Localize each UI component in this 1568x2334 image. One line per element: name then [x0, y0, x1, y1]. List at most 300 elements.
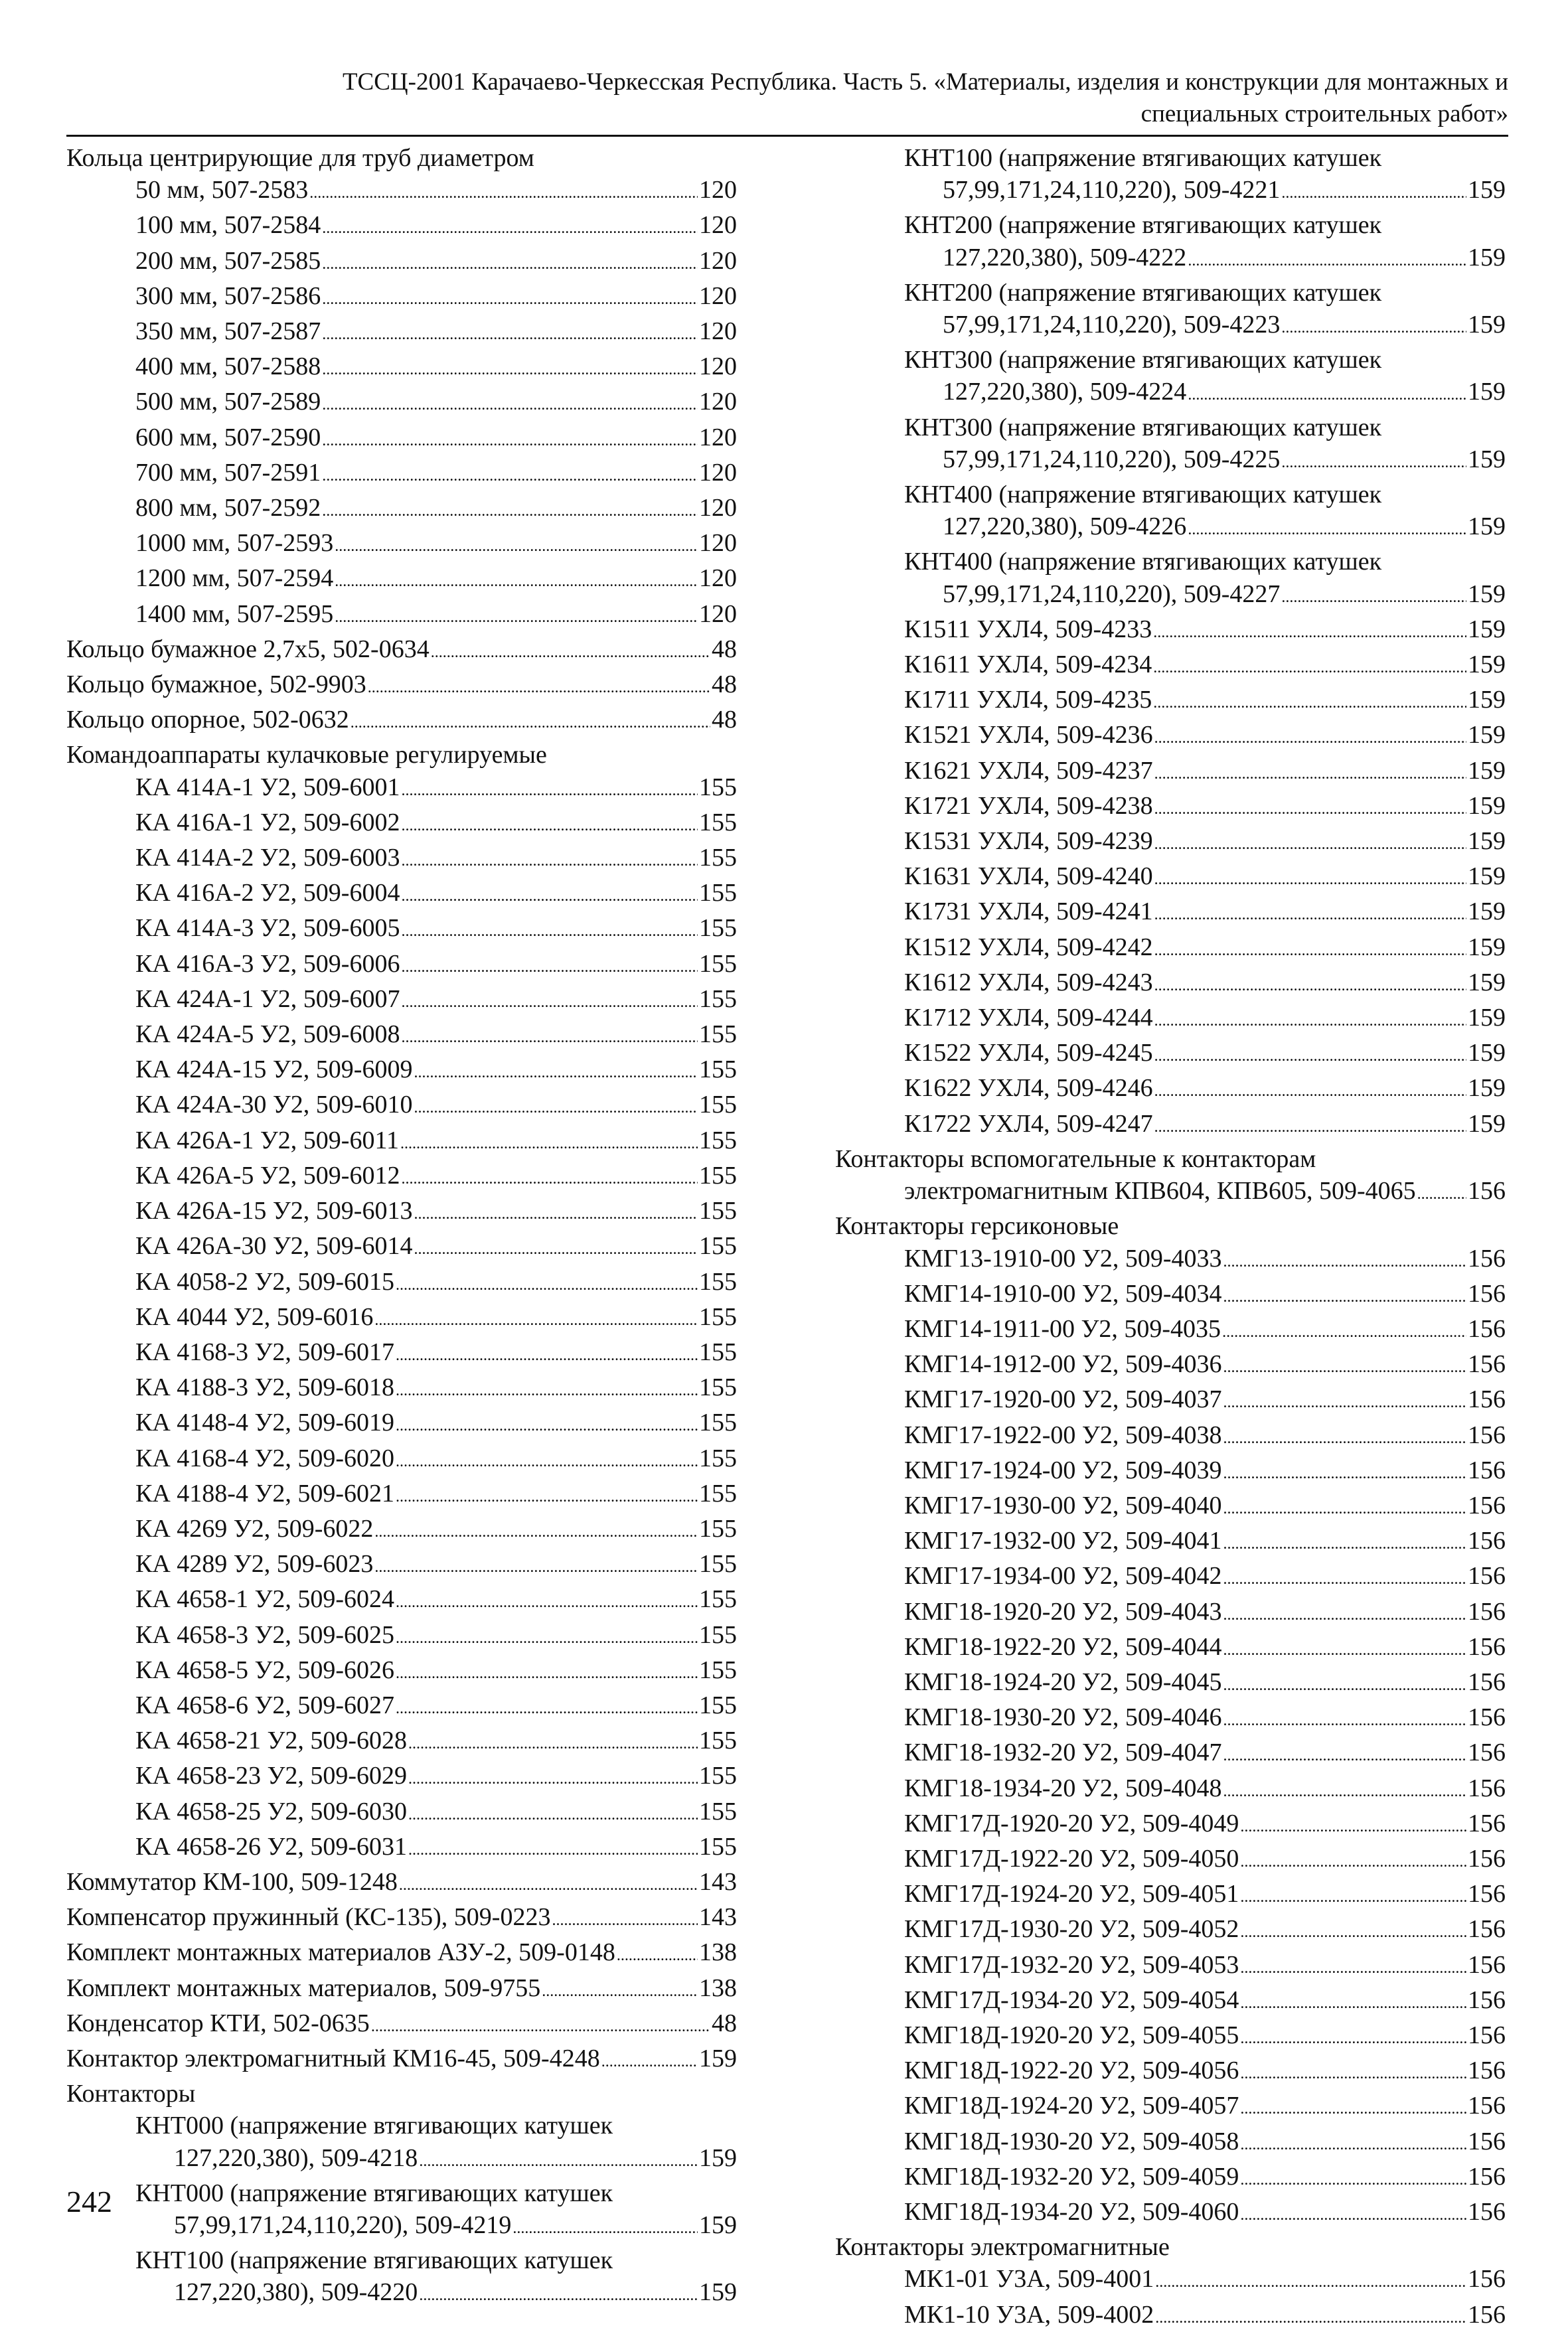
- entry-text: 300 мм, 507-2586: [135, 281, 321, 310]
- entry-text: МК1-10 У3А, 509-4002: [904, 2300, 1154, 2329]
- entry-text: КМГ18-1922-20 У2, 509-4044: [904, 1632, 1222, 1661]
- entry-page-number: 156: [1468, 1350, 1506, 1379]
- entry-page-number: 156: [1468, 1527, 1506, 1555]
- dot-leader: [408, 1831, 698, 1866]
- index-entry: [66, 2007, 737, 2043]
- dot-leader: [1222, 1313, 1466, 1348]
- index-entry: [66, 1195, 737, 1230]
- dot-leader: [1155, 2299, 1466, 2334]
- entry-text: КНТ000 (напряжение втягивающих катушек: [135, 2179, 613, 2207]
- dot-leader: [368, 668, 710, 704]
- entry-page-number: 155: [699, 1727, 737, 1755]
- entry-text: КА 426А-15 У2, 509-6013: [135, 1197, 413, 1225]
- entry-page-number: 155: [699, 844, 737, 872]
- dot-leader: [1223, 1737, 1466, 1772]
- index-entry: [66, 1018, 737, 1053]
- entry-text: КА 4658-25 У2, 509-6030: [135, 1797, 408, 1826]
- dot-leader: [396, 1266, 698, 1301]
- index-entry: [66, 209, 737, 244]
- index-entry: [66, 1901, 737, 1936]
- dot-leader: [1223, 1490, 1466, 1525]
- entry-page-number: 156: [1468, 1880, 1506, 1908]
- entry-page-number: 159: [1468, 1004, 1506, 1032]
- entry-page-number: 159: [1468, 512, 1506, 541]
- index-entry: [66, 983, 737, 1018]
- entry-page-number: 159: [1468, 756, 1506, 785]
- index-entry: [66, 1760, 737, 1795]
- index-entry: [835, 1454, 1506, 1490]
- entry-page-number: 155: [699, 1091, 737, 1119]
- index-entry: [835, 443, 1506, 479]
- dot-leader: [414, 1089, 698, 1124]
- dot-leader: [1188, 510, 1466, 546]
- index-entry: [66, 1796, 737, 1831]
- dot-leader: [1154, 860, 1466, 895]
- dot-leader: [1240, 1984, 1466, 2019]
- dot-leader: [1154, 967, 1466, 1002]
- index-entry: [66, 2244, 737, 2276]
- entry-page-number: 156: [1468, 1668, 1506, 1696]
- entry-text: КМГ17-1924-00 У2, 509-4039: [904, 1456, 1222, 1484]
- entry-page-number: 155: [699, 1302, 737, 1331]
- entry-text: КА 4148-4 У2, 509-6019: [135, 1409, 395, 1437]
- index-entry: [66, 2142, 737, 2177]
- index-entry: [66, 1266, 737, 1301]
- entry-page-number: 155: [699, 1444, 737, 1472]
- entry-text: КА 4658-26 У2, 509-6031: [135, 1832, 408, 1861]
- dot-leader: [351, 704, 710, 739]
- index-entry: [66, 948, 737, 983]
- dot-leader: [1223, 1525, 1466, 1560]
- entry-text: 57,99,171,24,110,220), 509-4219: [174, 2211, 512, 2239]
- entry-text: 700 мм, 507-2591: [135, 458, 321, 487]
- dot-leader: [431, 633, 710, 668]
- entry-page-number: 156: [1468, 1632, 1506, 1661]
- entry-page-number: 156: [1468, 1985, 1506, 2014]
- entry-text: Коммутатор КМ-100, 509-1248: [66, 1867, 398, 1896]
- entry-page-number: 155: [699, 808, 737, 836]
- entry-text: 1400 мм, 507-2595: [135, 599, 334, 628]
- dot-leader: [322, 492, 698, 527]
- index-entry: [835, 142, 1506, 174]
- entry-page-number: 120: [699, 317, 737, 346]
- entry-page-number: 156: [1468, 1915, 1506, 1944]
- entry-page-number: 155: [699, 1232, 737, 1261]
- entry-text: 50 мм, 507-2583: [135, 176, 309, 204]
- index-entry: [66, 1478, 737, 1513]
- dot-leader: [401, 807, 698, 842]
- entry-page-number: 159: [1468, 686, 1506, 714]
- dot-leader: [401, 948, 698, 983]
- entry-text: КНТ200 (напряжение втягивающих катушек: [904, 278, 1382, 307]
- index-entry: [66, 527, 737, 562]
- entry-text: 500 мм, 507-2589: [135, 388, 321, 416]
- dot-leader: [1155, 2263, 1466, 2298]
- entry-page-number: 156: [1468, 1244, 1506, 1273]
- index-entry: [835, 242, 1506, 277]
- entry-text: КА 4168-3 У2, 509-6017: [135, 1338, 395, 1366]
- index-entry: [66, 1725, 737, 1760]
- entry-page-number: 159: [1468, 651, 1506, 679]
- entry-page-number: 155: [699, 984, 737, 1013]
- entry-page-number: 156: [1468, 1562, 1506, 1591]
- entry-page-number: 120: [699, 176, 737, 204]
- entry-page-number: 155: [699, 1691, 737, 1719]
- index-column-right: [835, 142, 1506, 2334]
- entry-text: 200 мм, 507-2585: [135, 246, 321, 275]
- index-entry: [66, 1831, 737, 1866]
- dot-leader: [396, 1336, 698, 1371]
- dot-leader: [1223, 1278, 1466, 1313]
- index-entry: [835, 1737, 1506, 1772]
- dot-leader: [1154, 1002, 1466, 1037]
- dot-leader: [414, 1195, 698, 1230]
- entry-text: КМГ14-1910-00 У2, 509-4034: [904, 1279, 1222, 1308]
- dot-leader: [1188, 242, 1466, 277]
- index-entry: [835, 1002, 1506, 1037]
- entry-page-number: 155: [699, 1550, 737, 1579]
- entry-page-number: 120: [699, 423, 737, 451]
- entry-page-number: 156: [1468, 2300, 1506, 2329]
- entry-page-number: 48: [712, 670, 737, 699]
- entry-page-number: 155: [699, 1055, 737, 1084]
- entry-page-number: 156: [1468, 1279, 1506, 1308]
- entry-page-number: 159: [699, 2044, 737, 2072]
- index-entry: [835, 1631, 1506, 1666]
- dot-leader: [1223, 1631, 1466, 1666]
- dot-leader: [1240, 2161, 1466, 2196]
- entry-text: Кольцо опорное, 502-0632: [66, 706, 349, 734]
- entry-page-number: 156: [1468, 1385, 1506, 1414]
- dot-leader: [1240, 1808, 1466, 1843]
- entry-text: КНТ100 (напряжение втягивающих катушек: [135, 2246, 613, 2275]
- entry-page-number: 159: [1468, 176, 1506, 204]
- index-entry: [835, 931, 1506, 967]
- entry-text: КА 4188-3 У2, 509-6018: [135, 1373, 395, 1402]
- entry-page-number: 155: [699, 1514, 737, 1543]
- entry-text: КМГ18-1924-20 У2, 509-4045: [904, 1668, 1222, 1696]
- index-entry: [66, 2177, 737, 2209]
- header-line-1: ТССЦ-2001 Карачаево-Черкесская Республика. Часть 5. «Материалы, изделия и конструкции для монтажных и: [342, 68, 1508, 96]
- index-entry: [835, 1278, 1506, 1313]
- entry-text: КА 416А-1 У2, 509-6002: [135, 808, 400, 836]
- entry-text: КНТ100 (напряжение втягивающих катушек: [904, 144, 1382, 172]
- entry-page-number: 159: [1468, 615, 1506, 643]
- dot-leader: [1153, 649, 1466, 684]
- entry-text: КА 416А-3 У2, 509-6006: [135, 949, 400, 978]
- index-entry: [835, 1701, 1506, 1737]
- index-entry: [835, 1772, 1506, 1808]
- index-entry: [835, 1949, 1506, 1984]
- index-entry: [835, 1419, 1506, 1454]
- dot-leader: [335, 527, 698, 562]
- entry-page-number: 48: [712, 2009, 737, 2037]
- dot-leader: [1188, 376, 1466, 411]
- entry-text: КМГ17Д-1932-20 У2, 509-4053: [904, 1950, 1239, 1979]
- index-entry: [66, 492, 737, 527]
- dot-leader: [401, 912, 698, 947]
- entry-page-number: 159: [1468, 580, 1506, 608]
- entry-page-number: 156: [1468, 2265, 1506, 2294]
- dot-leader: [399, 1866, 698, 1901]
- entry-text: КА 4658-21 У2, 509-6028: [135, 1727, 408, 1755]
- dot-leader: [512, 2209, 698, 2244]
- entry-text: КА 4168-4 У2, 509-6020: [135, 1444, 395, 1472]
- dot-leader: [1223, 1666, 1466, 1701]
- entry-text: КМГ17Д-1924-20 У2, 509-4051: [904, 1880, 1239, 1908]
- dot-leader: [1154, 755, 1466, 790]
- index-entry: [66, 1583, 737, 1618]
- index-entry: [835, 479, 1506, 510]
- entry-text: КМГ18-1920-20 У2, 509-4043: [904, 1597, 1222, 1626]
- index-entry: [66, 1053, 737, 1089]
- dot-leader: [401, 842, 698, 877]
- index-entry: [66, 1407, 737, 1442]
- dot-leader: [617, 1936, 698, 1972]
- dot-leader: [401, 877, 698, 912]
- entry-page-number: 159: [1468, 1039, 1506, 1067]
- dot-leader: [322, 315, 698, 350]
- entry-page-number: 159: [1468, 933, 1506, 961]
- entry-page-number: 156: [1468, 1177, 1506, 1206]
- dot-leader: [322, 245, 698, 280]
- entry-page-number: 159: [1468, 827, 1506, 856]
- entry-page-number: 120: [699, 211, 737, 240]
- dot-leader: [396, 1654, 698, 1689]
- entry-text: КА 4188-4 У2, 509-6021: [135, 1479, 395, 1508]
- index-entry: [66, 1301, 737, 1336]
- index-entry: [835, 2196, 1506, 2231]
- dot-leader: [322, 209, 698, 244]
- dot-leader: [1417, 1175, 1466, 1210]
- index-entry: [66, 739, 737, 771]
- index-entry: [66, 633, 737, 668]
- entry-text: КМГ18Д-1930-20 У2, 509-4058: [904, 2127, 1239, 2155]
- index-entry: [835, 1383, 1506, 1419]
- dot-leader: [1154, 1072, 1466, 1107]
- index-entry: [835, 309, 1506, 344]
- dot-leader: [1240, 2090, 1466, 2125]
- entry-text: К1621 УХЛ4, 509-4237: [904, 756, 1153, 785]
- dot-leader: [1223, 1560, 1466, 1595]
- entry-page-number: 120: [699, 388, 737, 416]
- entry-page-number: 156: [1468, 1844, 1506, 1873]
- index-entry: [835, 1037, 1506, 1072]
- entry-text: К1631 УХЛ4, 509-4240: [904, 862, 1153, 891]
- dot-leader: [309, 174, 698, 209]
- entry-text: КМГ17Д-1930-20 У2, 509-4052: [904, 1915, 1239, 1944]
- entry-text: К1711 УХЛ4, 509-4235: [904, 686, 1152, 714]
- dot-leader: [1154, 1037, 1466, 1072]
- entry-text: Комплект монтажных материалов АЗУ-2, 509-0148: [66, 1938, 615, 1967]
- entry-page-number: 138: [699, 1938, 737, 1967]
- entry-page-number: 155: [699, 1620, 737, 1649]
- entry-page-number: 155: [699, 1338, 737, 1366]
- entry-page-number: 156: [1468, 2057, 1506, 2085]
- index-entry: [66, 1972, 737, 2007]
- entry-text: Кольцо бумажное, 502-9903: [66, 670, 366, 699]
- entry-text: КА 4044 У2, 509-6016: [135, 1302, 374, 1331]
- entry-page-number: 155: [699, 1161, 737, 1190]
- entry-text: 127,220,380), 509-4222: [943, 243, 1187, 272]
- dot-leader: [1223, 1772, 1466, 1808]
- index-entry: [66, 2078, 737, 2110]
- entry-text: К1731 УХЛ4, 509-4241: [904, 897, 1153, 926]
- entry-text: К1521 УХЛ4, 509-4236: [904, 721, 1153, 749]
- entry-text: КМГ18Д-1934-20 У2, 509-4060: [904, 2197, 1239, 2226]
- entry-text: К1722 УХЛ4, 509-4247: [904, 1109, 1153, 1138]
- entry-text: КМГ17Д-1922-20 У2, 509-4050: [904, 1844, 1239, 1873]
- dot-leader: [401, 1160, 698, 1195]
- dot-leader: [396, 1619, 698, 1654]
- entry-page-number: 120: [699, 529, 737, 558]
- dot-leader: [1240, 1949, 1466, 1984]
- entry-text: КА 4058-2 У2, 509-6015: [135, 1267, 395, 1296]
- index-entry: [835, 277, 1506, 309]
- dot-leader: [396, 1689, 698, 1725]
- entry-text: КМГ14-1911-00 У2, 509-4035: [904, 1314, 1221, 1343]
- index-entry: [835, 1525, 1506, 1560]
- entry-page-number: 120: [699, 458, 737, 487]
- entry-text: 1200 мм, 507-2594: [135, 564, 334, 593]
- entry-text: КА 4658-5 У2, 509-6026: [135, 1656, 395, 1684]
- index-entry: [835, 412, 1506, 443]
- entry-text: КНТ300 (напряжение втягивающих катушек: [904, 413, 1382, 441]
- entry-text: КА 424А-30 У2, 509-6010: [135, 1091, 413, 1119]
- index-entry: [66, 1089, 737, 1124]
- dot-leader: [601, 2043, 698, 2078]
- entry-page-number: 155: [699, 1197, 737, 1225]
- index-entry: [66, 1371, 737, 1407]
- entry-text: КМГ17-1934-00 У2, 509-4042: [904, 1562, 1222, 1591]
- running-header: [66, 66, 1508, 130]
- entry-text: КА 4269 У2, 509-6022: [135, 1514, 374, 1543]
- header-line-2: специальных строительных работ»: [1140, 100, 1508, 127]
- entry-page-number: 156: [1468, 1739, 1506, 1767]
- entry-text: 57,99,171,24,110,220), 509-4225: [943, 445, 1281, 473]
- entry-page-number: 155: [699, 1797, 737, 1826]
- entry-text: КА 4658-6 У2, 509-6027: [135, 1691, 395, 1719]
- index-entry: [66, 1442, 737, 1478]
- index-entry: [835, 376, 1506, 411]
- index-entry: [66, 562, 737, 597]
- entry-page-number: 159: [1468, 1109, 1506, 1138]
- index-entry: [835, 510, 1506, 546]
- entry-page-number: 138: [699, 1974, 737, 2002]
- dot-leader: [1154, 719, 1466, 754]
- entry-page-number: 156: [1468, 2162, 1506, 2191]
- entry-text: КМГ17-1930-00 У2, 509-4040: [904, 1491, 1222, 1519]
- index-entry: [835, 1313, 1506, 1348]
- entry-page-number: 159: [1468, 862, 1506, 891]
- dot-leader: [1281, 443, 1466, 479]
- entry-page-number: 155: [699, 1267, 737, 1296]
- index-entry: [66, 1336, 737, 1371]
- entry-page-number: 156: [1468, 1314, 1506, 1343]
- entry-text: КА 4658-23 У2, 509-6029: [135, 1762, 408, 1790]
- index-entry: [835, 790, 1506, 825]
- entry-text: КМГ18-1932-20 У2, 509-4047: [904, 1739, 1222, 1767]
- dot-leader: [542, 1972, 698, 2007]
- entry-text: К1612 УХЛ4, 509-4243: [904, 968, 1153, 996]
- entry-text: Комплект монтажных материалов, 509-9755: [66, 1974, 541, 2002]
- entry-page-number: 156: [1468, 1809, 1506, 1837]
- dot-leader: [1281, 309, 1466, 344]
- index-entry: [835, 578, 1506, 613]
- dot-leader: [414, 1053, 698, 1089]
- entry-page-number: 120: [699, 352, 737, 381]
- entry-page-number: 159: [1468, 445, 1506, 473]
- entry-text: КА 424А-5 У2, 509-6008: [135, 1020, 400, 1049]
- entry-text: КНТ200 (напряжение втягивающих катушек: [904, 211, 1382, 240]
- index-entry: [66, 877, 737, 912]
- entry-page-number: 159: [1468, 791, 1506, 820]
- entry-page-number: 120: [699, 564, 737, 593]
- dot-leader: [1223, 1243, 1466, 1278]
- entry-text: МК1-01 У3А, 509-4001: [904, 2265, 1154, 2294]
- entry-page-number: 143: [699, 1903, 737, 1932]
- dot-leader: [396, 1371, 698, 1407]
- entry-page-number: 155: [699, 879, 737, 907]
- dot-leader: [1154, 1108, 1466, 1143]
- index-entry: [835, 825, 1506, 860]
- dot-leader: [1240, 1878, 1466, 1913]
- dot-leader: [322, 386, 698, 421]
- entry-text: КМГ17-1922-00 У2, 509-4038: [904, 1421, 1222, 1449]
- entry-page-number: 159: [699, 2278, 737, 2307]
- entry-page-number: 156: [1468, 1421, 1506, 1449]
- dot-leader: [1153, 684, 1466, 719]
- dot-leader: [322, 422, 698, 457]
- index-entry: [66, 1230, 737, 1265]
- index-entry: [66, 1160, 737, 1195]
- index-entry: [66, 704, 737, 739]
- entry-text: 57,99,171,24,110,220), 509-4221: [943, 176, 1281, 204]
- entry-text: 800 мм, 507-2592: [135, 494, 321, 522]
- index-entry: [835, 2090, 1506, 2125]
- index-entry: [835, 2161, 1506, 2196]
- dot-leader: [419, 2276, 698, 2311]
- dot-leader: [408, 1725, 698, 1760]
- index-entry: [835, 1913, 1506, 1948]
- dot-leader: [408, 1760, 698, 1795]
- dot-leader: [552, 1901, 698, 1936]
- entry-text: 600 мм, 507-2590: [135, 423, 321, 451]
- index-entry: [835, 1808, 1506, 1843]
- entry-text: 100 мм, 507-2584: [135, 211, 321, 240]
- entry-page-number: 156: [1468, 1456, 1506, 1484]
- entry-page-number: 155: [699, 1585, 737, 1614]
- entry-text: КМГ18Д-1924-20 У2, 509-4057: [904, 2092, 1239, 2120]
- entry-text: КА 426А-30 У2, 509-6014: [135, 1232, 413, 1261]
- index-entry: [66, 1936, 737, 1972]
- index-entry: [835, 684, 1506, 719]
- index-entry: [835, 2055, 1506, 2090]
- entry-page-number: 156: [1468, 1491, 1506, 1519]
- index-entry: [835, 209, 1506, 241]
- index-entry: [835, 1596, 1506, 1631]
- entry-page-number: 156: [1468, 1950, 1506, 1979]
- dot-leader: [1240, 2196, 1466, 2231]
- entry-text: КНТ400 (напряжение втягивающих катушек: [904, 481, 1382, 509]
- dot-leader: [1223, 1419, 1466, 1454]
- entry-text: КНТ400 (напряжение втягивающих катушек: [904, 548, 1382, 576]
- dot-leader: [1240, 1913, 1466, 1948]
- index-entry: [835, 613, 1506, 649]
- entry-page-number: 155: [699, 914, 737, 943]
- entry-text: КМГ18-1934-20 У2, 509-4048: [904, 1774, 1222, 1802]
- entry-page-number: 156: [1468, 2127, 1506, 2155]
